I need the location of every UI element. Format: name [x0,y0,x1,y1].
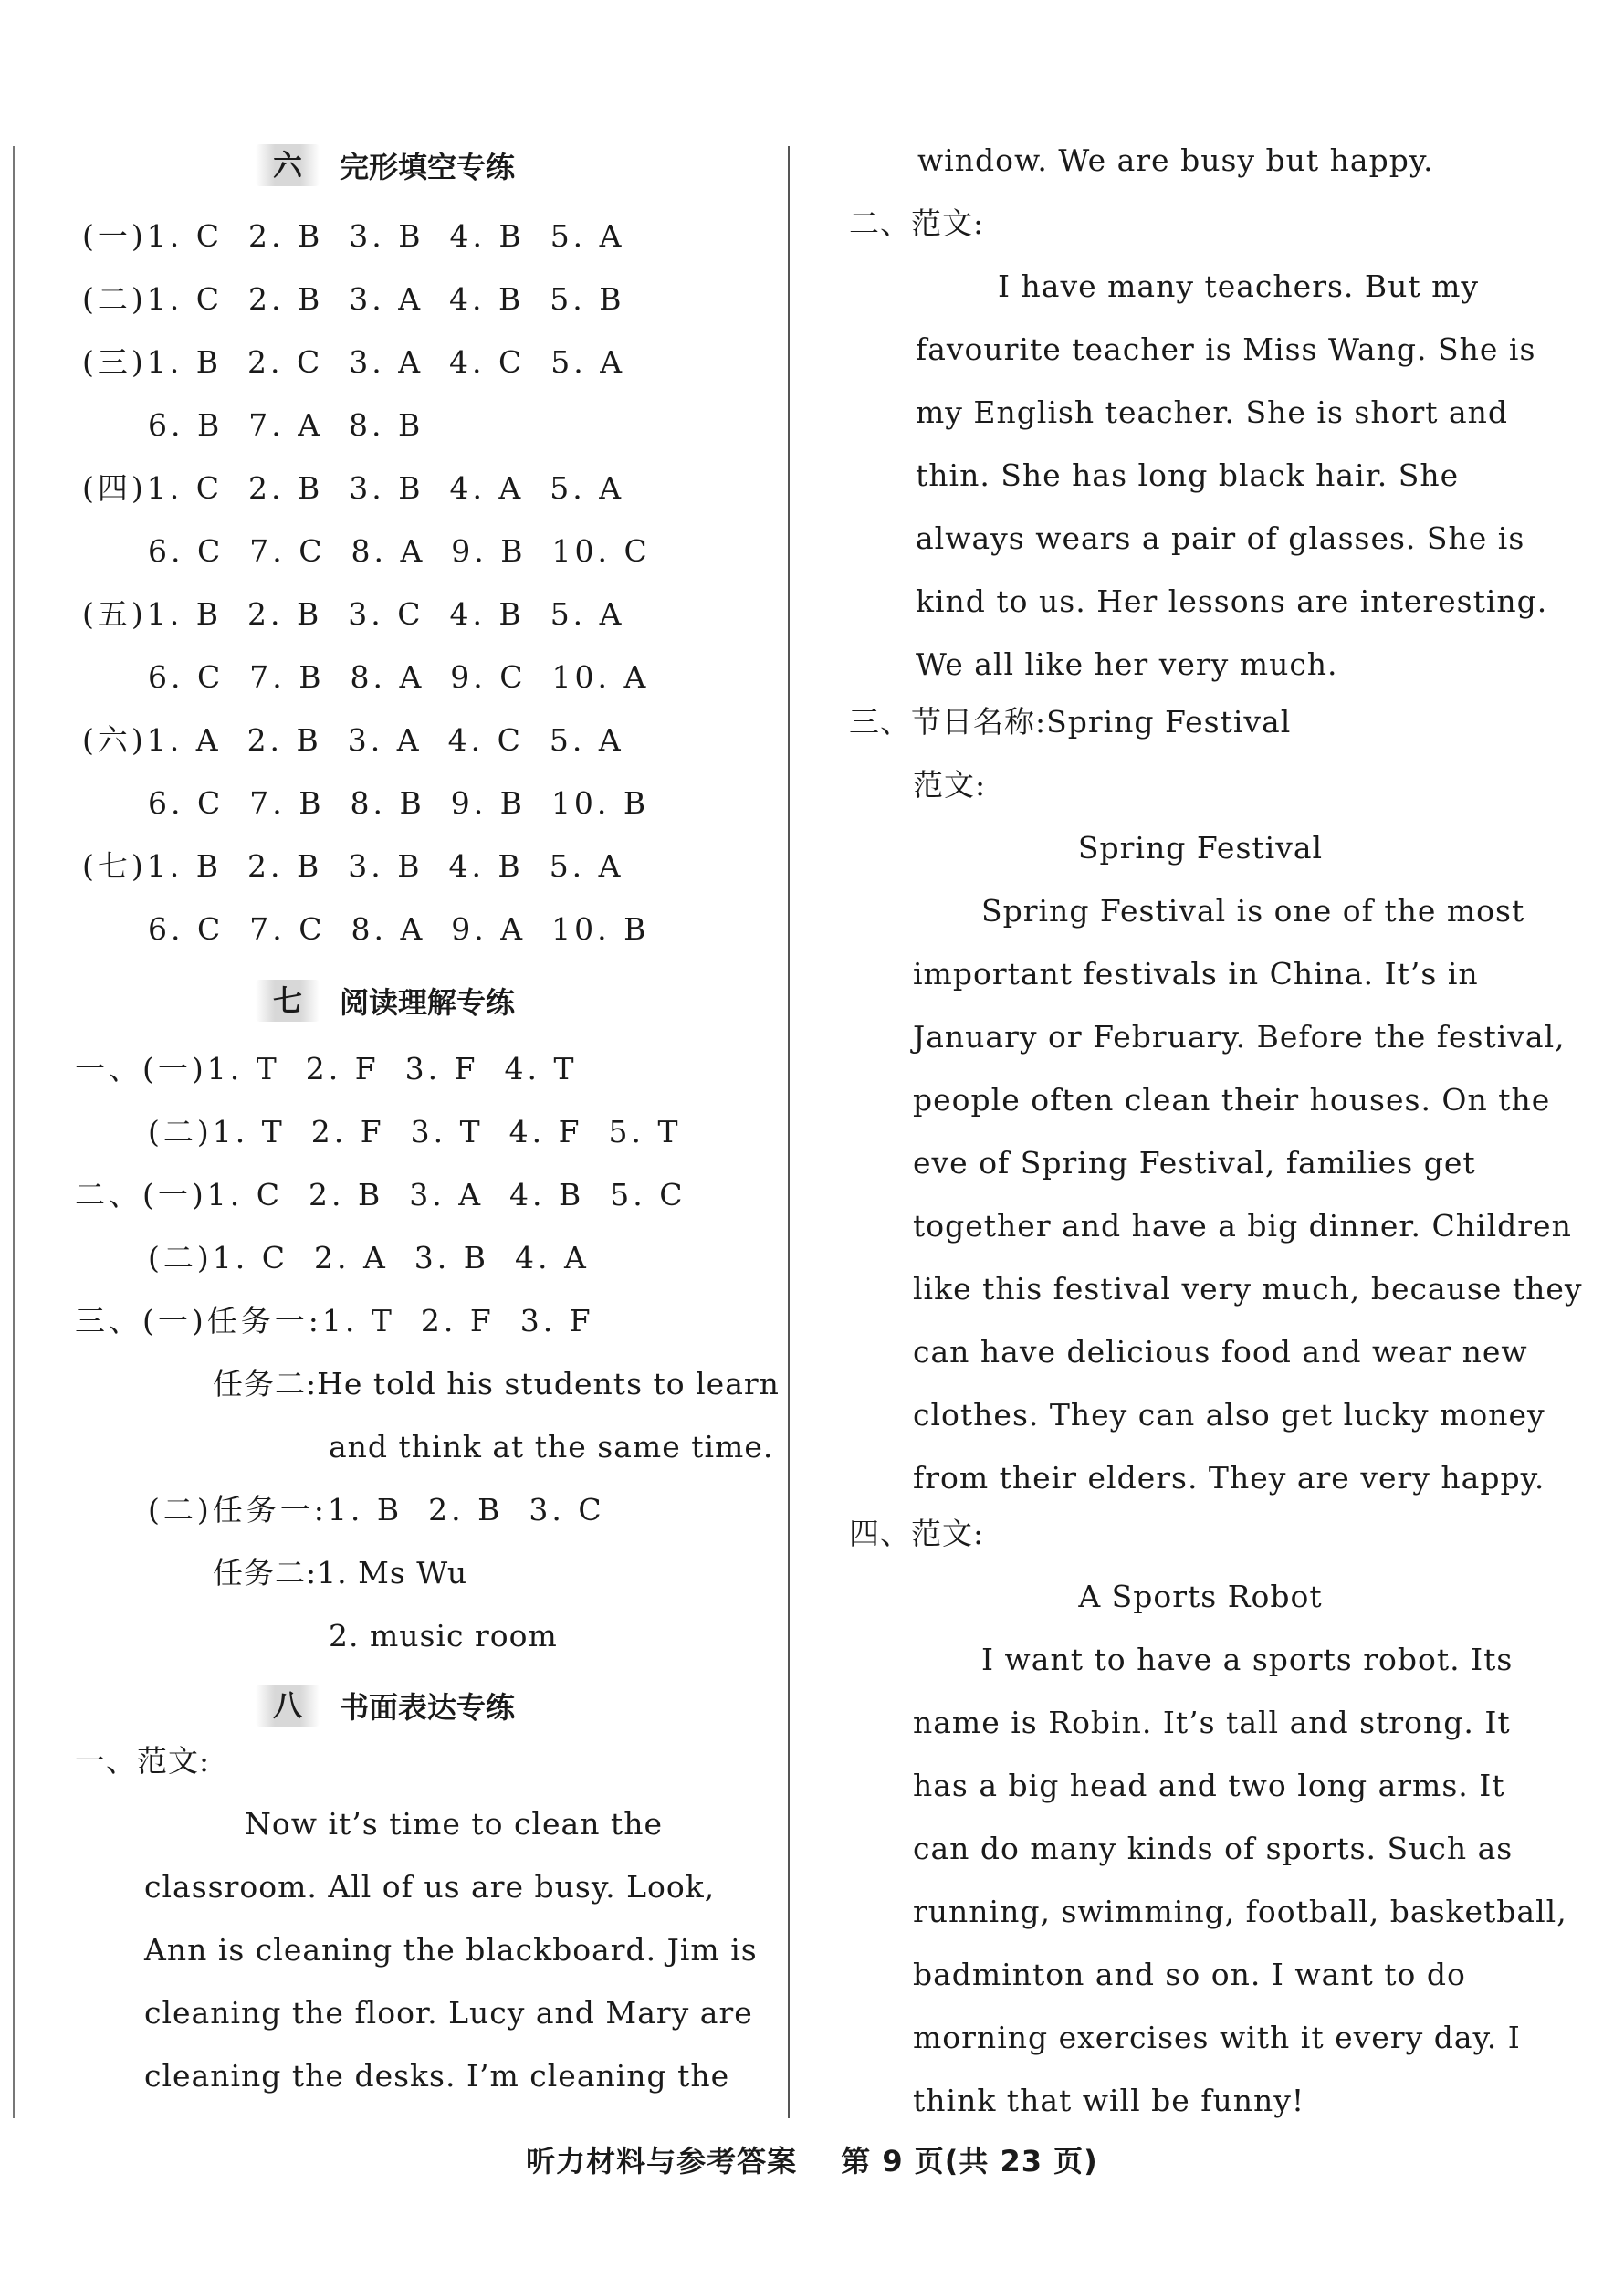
answer-item: 4. B [448,848,524,884]
answer-item: 5. A [550,596,625,632]
answer-prefix: (一) [82,218,147,254]
text-line: can have delicious food and wear new [913,1334,1528,1370]
answer-item: 10. C [551,533,651,569]
answer-item: 5. A [549,722,624,758]
text-line: We all like her very much. [916,646,1338,682]
answer-item: 9. B [450,785,526,821]
answer-item: 5. A [549,848,624,884]
answer-item: 10. A [551,659,650,695]
answer-item: 9. B [451,533,527,569]
answer-item: 3. A [347,722,423,758]
answer-item: 2. B [246,596,323,632]
answer-row [148,910,649,949]
answer-prefix: (六) [82,722,147,758]
answer-item: 5. T [608,1114,682,1150]
task2-2-line-a: 任务二:1. Ms Wu [213,1555,468,1591]
answer-row [82,343,625,382]
answer-item: 7. A [248,407,324,443]
text-line: cleaning the floor. Lucy and Mary are [144,1995,753,2031]
section-6-header [256,144,515,186]
section-number: 七 [256,980,320,1022]
answer-item: 8. A [351,533,426,569]
answer-item: 8. B [350,785,425,821]
answer-item: 4. B [449,281,525,317]
writing-1-label: 一、范文: [75,1743,211,1779]
answer-item: 2. C [246,344,324,380]
writing-1-end: window. We are busy but happy. [917,142,1434,178]
answer-item: 10. B [550,785,650,821]
answer-prefix: (三) [82,344,147,380]
writing-3-title: Spring Festival [1077,830,1324,866]
text-line: morning exercises with it every day. I [913,2020,1521,2055]
answer-item: 4. B [509,1177,585,1213]
column-divider [788,146,790,2118]
text-line: kind to us. Her lessons are interesting. [916,583,1548,619]
answer-item: 4. B [449,218,525,254]
answer-item: 1. C [212,1240,288,1276]
answer-item: 1. T [321,1303,395,1339]
section-title: 书面表达专练 [340,1690,516,1725]
answer-prefix: 三、(一)任务一: [75,1303,322,1339]
answer-item: 7. B [249,785,325,821]
answer-prefix: (二)任务一: [148,1492,328,1528]
text-line: can do many kinds of sports. Such as [913,1831,1514,1866]
answer-prefix: (二) [148,1240,213,1276]
answer-row [82,217,625,256]
answer-item: 3. B [414,1240,490,1276]
answer-item: 7. C [249,911,326,947]
answer-item: 1. C [146,470,223,506]
answer-item: 2. B [247,470,324,506]
answer-item: 3. A [409,1177,485,1213]
answer-row [148,784,649,823]
answer-item: 3. C [348,596,424,632]
answer-item: 2. B [308,1177,384,1213]
page-footer [0,2138,1624,2180]
answer-row [82,280,625,319]
answer-item: 8. B [349,407,424,443]
answer-item: 3. A [349,344,424,380]
footer-title: 听力材料与参考答案 [526,2144,798,2179]
answer-item: 6. C [148,533,225,569]
section-7-header [256,980,515,1022]
text-line: always wears a pair of glasses. She is [916,520,1525,556]
task2-2-line-b: 2. music room [329,1618,558,1654]
answer-item: 5. B [550,281,625,317]
answer-item: 5. A [550,218,625,254]
text-line: think that will be funny! [913,2083,1305,2118]
text-line: name is Robin. It’s tall and strong. It [913,1705,1511,1740]
answer-item: 1. B [146,596,222,632]
answer-row [148,406,424,445]
footer-page: 第 9 页(共 23 页) [841,2144,1098,2179]
answer-item: 4. F [508,1114,583,1150]
answer-item: 6. C [148,659,225,695]
answer-item: 2. B [247,218,324,254]
answer-item: 4. C [449,344,526,380]
text-line: clothes. They can also get lucky money [913,1397,1545,1433]
task2-line-b: and think at the same time. [329,1429,774,1465]
answer-prefix: (二) [148,1114,213,1150]
answer-item: 8. A [351,911,426,947]
answer-item: 5. A [550,470,625,506]
answer-prefix: (四) [82,470,147,506]
answer-row [82,469,624,508]
answer-item: 1. B [146,848,222,884]
answer-row [82,595,625,634]
text-line: like this festival very much, because they [913,1271,1583,1307]
answer-item: 3. F [519,1303,594,1339]
answer-item: 2. F [310,1114,385,1150]
answer-item: 4. C [447,722,524,758]
text-line: Ann is cleaning the blackboard. Jim is [144,1932,758,1968]
answer-item: 3. B [349,218,424,254]
task2-line-a: 任务二:He told his students to learn [213,1366,780,1402]
text-line: Now it’s time to clean the [245,1806,663,1842]
text-line: cleaning the desks. I’m cleaning the [144,2058,730,2094]
answer-item: 4. A [515,1240,590,1276]
writing-4-label: 四、范文: [849,1516,985,1551]
answer-item: 7. B [249,659,325,695]
answer-item: 4. T [504,1051,578,1087]
answer-item: 3. F [404,1051,479,1087]
writing-2-label: 二、范文: [849,205,985,241]
answer-item: 1. C [146,218,223,254]
answer-item: 6. B [148,407,224,443]
answer-row [75,1302,594,1340]
answer-prefix: (二) [82,281,147,317]
answer-item: 4. B [449,596,525,632]
text-line: important festivals in China. It’s in [913,956,1479,992]
left-margin-rule [13,146,15,2118]
text-line: thin. She has long black hair. She [916,457,1460,493]
answer-item: 2. A [313,1240,389,1276]
answer-item: 2. B [246,848,323,884]
answer-item: 2. F [420,1303,495,1339]
answer-item: 6. C [148,911,225,947]
section-8-header [256,1685,515,1727]
answer-item: 4. A [449,470,525,506]
answer-item: 5. C [610,1177,686,1213]
answer-item: 1. A [146,722,222,758]
text-line: classroom. All of us are busy. Look, [144,1869,716,1905]
text-line: Spring Festival is one of the most [981,893,1525,929]
section-number: 八 [256,1685,320,1727]
answer-item: 2. B [246,722,322,758]
answer-prefix: 一、(一) [75,1051,207,1087]
answer-item: 2. B [428,1492,504,1528]
text-line: eve of Spring Festival, families get [913,1145,1476,1181]
answer-item: 9. C [450,659,527,695]
writing-3-label: 三、节日名称:Spring Festival [849,704,1292,740]
text-line: badminton and so on. I want to do [913,1957,1466,1992]
answer-prefix: (七) [82,848,147,884]
answer-item: 6. C [148,785,225,821]
answer-item: 1. C [146,281,223,317]
answer-item: 8. A [350,659,425,695]
section-title: 阅读理解专练 [340,985,516,1020]
answer-item: 3. B [348,848,424,884]
answer-item: 1. T [212,1114,286,1150]
section-number: 六 [256,144,320,186]
text-line: from their elders. They are very happy. [913,1460,1545,1496]
text-line: together and have a big dinner. Children [913,1208,1572,1244]
text-line: running, swimming, football, basketball, [913,1894,1567,1929]
answer-prefix: 二、(一) [75,1177,207,1213]
answer-row [148,532,651,571]
text-line: I have many teachers. But my [998,268,1480,304]
answer-row [75,1050,578,1088]
answer-row [75,1176,686,1214]
answer-row [82,721,624,760]
answer-item: 3. C [529,1492,605,1528]
answer-item: 1. C [206,1177,283,1213]
answer-prefix: (五) [82,596,147,632]
answer-row [148,1491,605,1529]
section-title: 完形填空专练 [340,150,516,184]
text-line: favourite teacher is Miss Wang. She is [916,331,1536,367]
text-line: I want to have a sports robot. Its [981,1642,1514,1677]
answer-item: 3. T [410,1114,484,1150]
answer-row [82,847,624,886]
answer-item: 3. B [349,470,424,506]
answer-item: 1. B [327,1492,403,1528]
text-line: January or February. Before the festival, [913,1019,1566,1055]
answer-row [148,658,649,697]
answer-item: 1. B [146,344,222,380]
answer-item: 3. A [349,281,424,317]
writing-4-title: A Sports Robot [1078,1579,1323,1614]
answer-row [148,1239,590,1277]
answer-item: 1. T [206,1051,280,1087]
text-line: has a big head and two long arms. It [913,1768,1505,1803]
answer-item: 10. B [551,911,650,947]
answer-item: 9. A [451,911,527,947]
answer-row [148,1113,682,1151]
writing-3-sub: 范文: [913,767,987,803]
answer-item: 2. F [305,1051,380,1087]
answer-item: 7. C [249,533,326,569]
text-line: my English teacher. She is short and [916,394,1509,430]
text-line: people often clean their houses. On the [913,1082,1551,1118]
answer-item: 5. A [550,344,626,380]
answer-item: 2. B [247,281,324,317]
